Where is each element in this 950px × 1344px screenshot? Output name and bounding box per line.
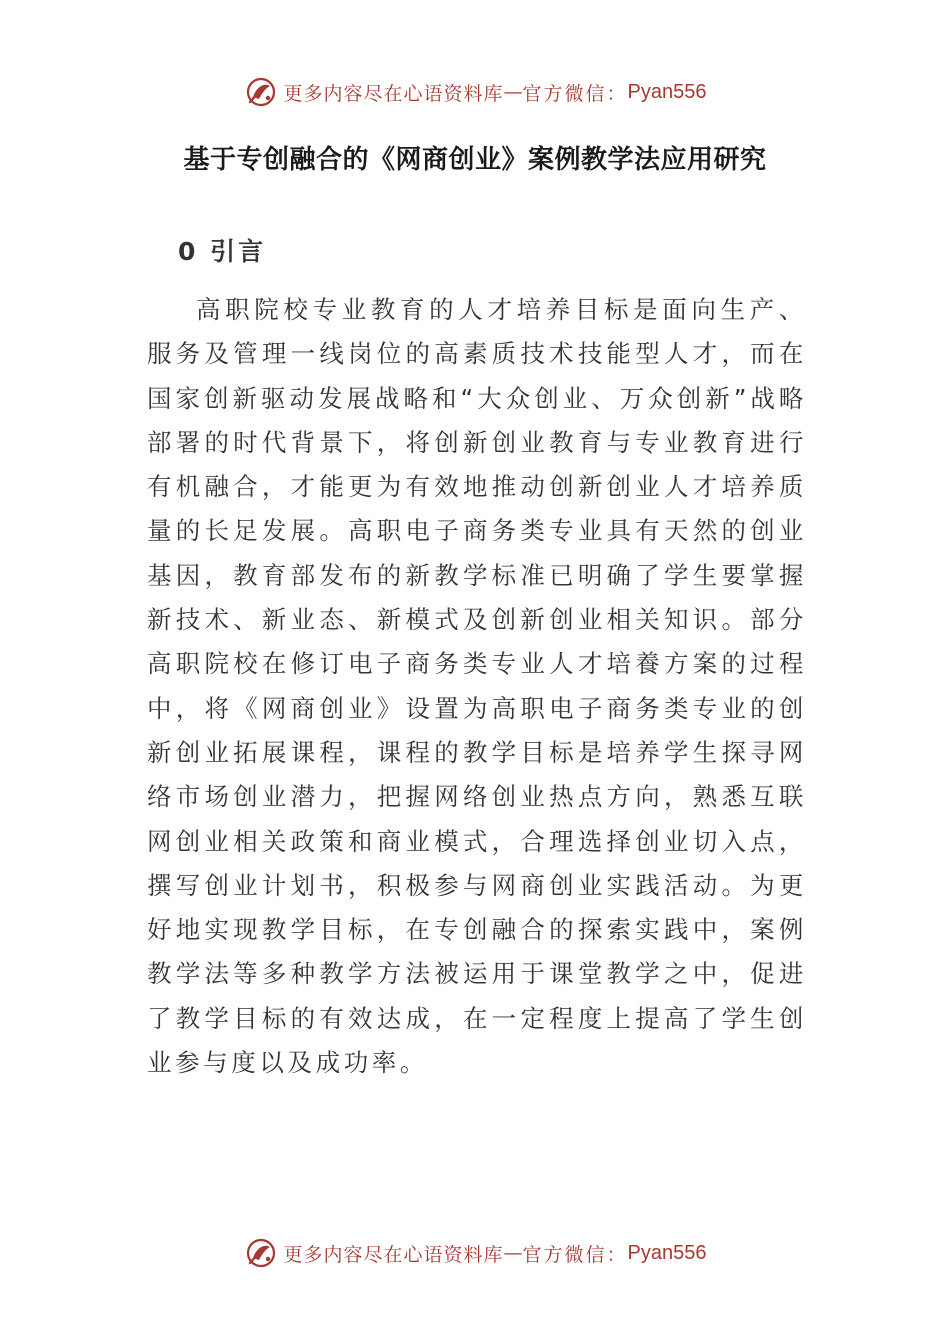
scroll-logo-icon [244, 75, 278, 109]
banner-wechat-id: Pyan556 [627, 80, 707, 103]
banner-wechat-label: 官方微信： [522, 82, 628, 105]
section-heading: 0 引言 [178, 237, 267, 266]
banner-text: 更多内容尽在心语资料库 [283, 1243, 504, 1266]
banner-wechat-id: Pyan556 [627, 1241, 707, 1264]
footer-banner [0, 1233, 950, 1273]
banner-separator: — [503, 81, 523, 103]
header-banner [0, 72, 950, 112]
scroll-logo-icon [244, 1236, 278, 1270]
banner-wechat-label: 官方微信： [522, 1243, 628, 1266]
banner-text: 更多内容尽在心语资料库 [283, 82, 504, 105]
document-title: 基于专创融合的《网商创业》案例教学法应用研究 [183, 145, 767, 175]
body-paragraph: 高职院校专业教育的人才培养目标是面向生产、服务及管理一线岗位的高素质技术技能型人才，而在国家创新驱动发展战略和“大众创业、万众创新”战略部署的时代背景下，将创新创业教育与专业教育进行有机融合，才能更为有效地推动创新创业人才培养质量的长足发展。高职电子商务类专业具有天然的创业基因，教育部发布的新教学标准已明确了学生要掌握新技术、新业态、新模式及创新创业相关知识。部分高职院校在修订电子商务类专业人才培養方案的过程中，将《网商创业》设置为高职电子商务类专业的创新创业拓展课程，课程的教学目标是培养学生探寻网络市场创业潜力，把握网络创业热点方向，熟悉互联网创业相关政策和商业模式，合理选择创业切入点，撰写创业计划书，积极参与网商创业实践活动。为更好地实现教学目标，在专创融合的探索实践中，案例教学法等多种教学方法被运用于课堂教学之中，促进了教学目标的有效达成，在一定程度上提高了学生创业参与度以及成功率。 [147, 295, 807, 1078]
banner-separator: — [503, 1242, 523, 1264]
